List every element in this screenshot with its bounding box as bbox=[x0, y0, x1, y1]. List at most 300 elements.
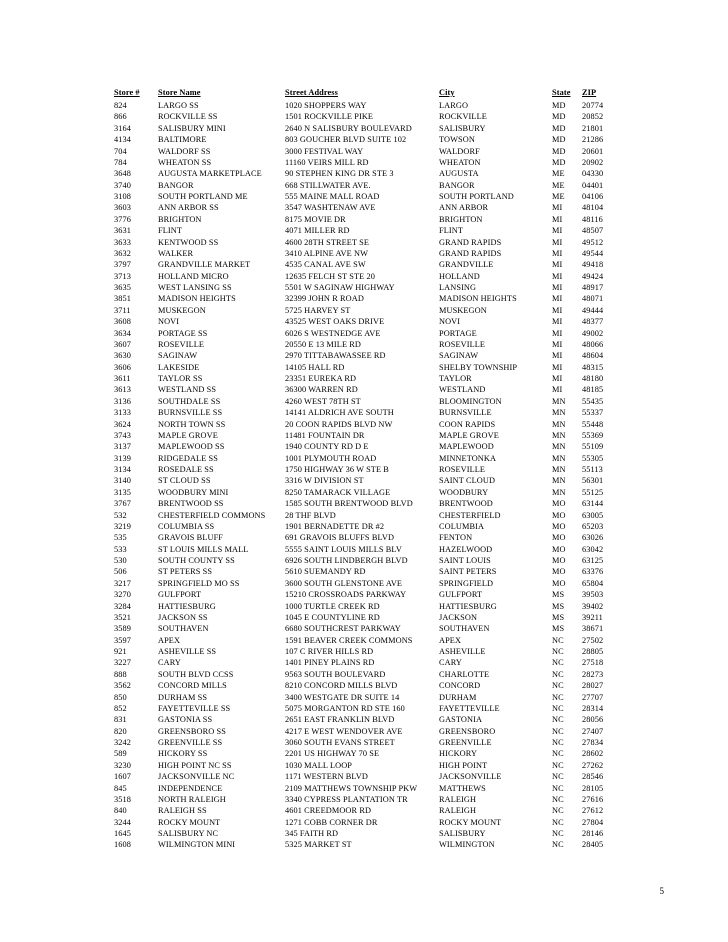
cell-store-name: WALDORF SS bbox=[158, 146, 211, 156]
cell-city: CHARLOTTE bbox=[439, 669, 490, 679]
cell-street-address: 1750 HIGHWAY 36 W STE B bbox=[285, 465, 389, 474]
cell-city: BRIGHTON bbox=[439, 214, 483, 224]
cell-street-address: 20 COON RAPIDS BLVD NW bbox=[285, 419, 393, 429]
cell-state: MI bbox=[552, 317, 563, 327]
cell-state: MI bbox=[552, 214, 563, 224]
cell-zip: 27407 bbox=[582, 726, 604, 736]
cell-state: MO bbox=[552, 556, 566, 565]
cell-city: CARY bbox=[439, 658, 462, 668]
cell-city: WALDORF bbox=[439, 146, 480, 156]
cell-zip: 55125 bbox=[582, 487, 604, 497]
cell-city: WOODBURY bbox=[439, 487, 489, 497]
table-row bbox=[114, 657, 614, 668]
cell-state: NC bbox=[552, 794, 564, 804]
cell-store-name: GASTONIA SS bbox=[158, 715, 213, 725]
table-row bbox=[114, 441, 614, 452]
cell-zip: 28146 bbox=[582, 829, 604, 838]
cell-zip: 48377 bbox=[582, 317, 604, 327]
cell-store-number: 3242 bbox=[114, 738, 131, 747]
cell-street-address: 5555 SAINT LOUIS MILLS BLV bbox=[285, 544, 402, 554]
cell-street-address: 4535 CANAL AVE SW bbox=[285, 260, 366, 270]
cell-zip: 04330 bbox=[582, 169, 604, 179]
cell-store-name: PORTAGE SS bbox=[158, 328, 208, 338]
cell-store-name: BRENTWOOD SS bbox=[158, 499, 224, 509]
cell-store-number: 3139 bbox=[114, 453, 131, 463]
cell-zip: 48116 bbox=[582, 214, 603, 224]
cell-city: SPRINGFIELD bbox=[439, 578, 494, 588]
cell-store-number: 3648 bbox=[114, 169, 131, 179]
cell-store-name: RIDGEDALE SS bbox=[158, 453, 218, 463]
cell-store-number: 3743 bbox=[114, 430, 131, 440]
cell-state: MI bbox=[552, 237, 563, 247]
cell-store-number: 852 bbox=[114, 703, 127, 713]
cell-street-address: 2970 TITTABAWASSEE RD bbox=[285, 351, 386, 361]
cell-street-address: 2640 N SALISBURY BOULEVARD bbox=[285, 123, 412, 133]
cell-store-number: 3562 bbox=[114, 681, 131, 691]
cell-zip: 20774 bbox=[582, 101, 604, 110]
cell-street-address: 2651 EAST FRANKLIN BLVD bbox=[285, 715, 395, 725]
cell-city: HAZELWOOD bbox=[439, 544, 493, 554]
cell-state: NC bbox=[552, 692, 564, 702]
table-row bbox=[114, 191, 614, 202]
cell-zip: 04401 bbox=[582, 180, 604, 190]
cell-state: NC bbox=[552, 715, 564, 725]
cell-store-name: ROSEVILLE bbox=[158, 339, 205, 349]
table-row bbox=[114, 134, 614, 145]
table-row bbox=[114, 817, 614, 828]
cell-store-name: CONCORD MILLS bbox=[158, 681, 227, 691]
cell-zip: 49418 bbox=[582, 260, 604, 270]
cell-store-number: 3219 bbox=[114, 521, 131, 531]
cell-store-name: CARY bbox=[158, 658, 181, 668]
cell-state: MN bbox=[552, 430, 566, 440]
cell-zip: 48180 bbox=[582, 374, 604, 383]
cell-zip: 65804 bbox=[582, 578, 604, 588]
cell-zip: 48104 bbox=[582, 203, 604, 213]
table-row bbox=[114, 305, 614, 316]
table-row bbox=[114, 487, 614, 498]
cell-street-address: 14141 ALDRICH AVE SOUTH bbox=[285, 408, 394, 418]
cell-street-address: 1271 COBB CORNER DR bbox=[285, 817, 378, 827]
cell-city: MATTHEWS bbox=[439, 783, 486, 793]
cell-street-address: 5725 HARVEY ST bbox=[285, 305, 351, 315]
cell-street-address: 6680 SOUTHCREST PARKWAY bbox=[285, 624, 401, 634]
cell-state: NC bbox=[552, 738, 564, 747]
cell-city: HIGH POINT bbox=[439, 760, 488, 770]
cell-city: ROCKY MOUNT bbox=[439, 817, 502, 827]
cell-zip: 27612 bbox=[582, 806, 604, 816]
cell-city: BLOOMINGTON bbox=[439, 396, 502, 406]
table-row bbox=[114, 828, 614, 839]
cell-street-address: 12635 FELCH ST STE 20 bbox=[285, 271, 375, 281]
table-row bbox=[114, 612, 614, 623]
table-row bbox=[114, 157, 614, 168]
cell-state: NC bbox=[552, 635, 564, 645]
cell-zip: 27707 bbox=[582, 692, 604, 702]
cell-store-number: 3597 bbox=[114, 635, 131, 645]
cell-store-name: MAPLEWOOD SS bbox=[158, 442, 225, 452]
cell-street-address: 1401 PINEY PLAINS RD bbox=[285, 658, 375, 668]
cell-state: MO bbox=[552, 578, 566, 588]
cell-city: GASTONIA bbox=[439, 715, 483, 725]
cell-street-address: 4260 WEST 78TH ST bbox=[285, 396, 361, 406]
cell-store-number: 866 bbox=[114, 112, 127, 122]
table-row bbox=[114, 282, 614, 293]
cell-store-name: SPRINGFIELD MO SS bbox=[158, 578, 240, 588]
cell-zip: 55109 bbox=[582, 442, 604, 452]
cell-state: NC bbox=[552, 647, 564, 656]
cell-city: FENTON bbox=[439, 533, 473, 543]
cell-city: HOLLAND bbox=[439, 271, 480, 281]
cell-store-name: TAYLOR SS bbox=[158, 374, 203, 383]
cell-city: MAPLE GROVE bbox=[439, 430, 499, 440]
cell-store-number: 589 bbox=[114, 749, 127, 759]
cell-store-name: WEST LANSING SS bbox=[158, 283, 232, 292]
cell-city: AUGUSTA bbox=[439, 169, 479, 179]
cell-store-name: INDEPENDENCE bbox=[158, 783, 223, 793]
cell-zip: 55435 bbox=[582, 396, 604, 406]
cell-city: GRAND RAPIDS bbox=[439, 237, 502, 247]
cell-state: MI bbox=[552, 294, 563, 304]
cell-street-address: 8210 CONCORD MILLS BLVD bbox=[285, 681, 398, 691]
cell-store-number: 704 bbox=[114, 146, 127, 156]
cell-zip: 21801 bbox=[582, 123, 604, 133]
cell-city: SALISBURY bbox=[439, 829, 486, 838]
cell-city: SOUTH PORTLAND bbox=[439, 192, 514, 201]
cell-state: NC bbox=[552, 669, 564, 679]
cell-city: SALISBURY bbox=[439, 123, 486, 133]
table-row bbox=[114, 783, 614, 794]
cell-state: MN bbox=[552, 408, 566, 418]
cell-store-name: NORTH TOWN SS bbox=[158, 419, 226, 429]
table-row bbox=[114, 293, 614, 304]
cell-city: GREENVILLE bbox=[439, 738, 492, 747]
cell-street-address: 1591 BEAVER CREEK COMMONS bbox=[285, 635, 413, 645]
cell-city: WHEATON bbox=[439, 157, 481, 167]
cell-state: MN bbox=[552, 453, 566, 463]
table-row bbox=[114, 475, 614, 486]
cell-store-name: MUSKEGON bbox=[158, 305, 206, 315]
cell-street-address: 4071 MILLER RD bbox=[285, 226, 350, 236]
cell-store-number: 3244 bbox=[114, 817, 131, 827]
cell-zip: 28805 bbox=[582, 647, 604, 656]
table-row bbox=[114, 714, 614, 725]
cell-street-address: 3400 WESTGATE DR SUITE 14 bbox=[285, 692, 400, 702]
cell-store-name: WALKER bbox=[158, 248, 194, 258]
cell-street-address: 1000 TURTLE CREEK RD bbox=[285, 601, 380, 611]
cell-state: NC bbox=[552, 817, 564, 827]
cell-store-number: 1607 bbox=[114, 772, 131, 782]
cell-city: ROCKVILLE bbox=[439, 112, 487, 122]
cell-zip: 28405 bbox=[582, 840, 604, 850]
cell-store-number: 3740 bbox=[114, 180, 131, 190]
cell-zip: 39402 bbox=[582, 601, 604, 611]
cell-zip: 27502 bbox=[582, 635, 604, 645]
cell-city: TAYLOR bbox=[439, 374, 472, 383]
cell-store-number: 3711 bbox=[114, 305, 131, 315]
cell-street-address: 2201 US HIGHWAY 70 SE bbox=[285, 749, 380, 759]
cell-zip: 56301 bbox=[582, 476, 604, 486]
cell-zip: 63125 bbox=[582, 556, 604, 565]
cell-store-name: GRANDVILLE MARKET bbox=[158, 260, 251, 270]
cell-street-address: 1940 COUNTY RD D E bbox=[285, 442, 369, 452]
cell-street-address: 4600 28TH STREET SE bbox=[285, 237, 370, 247]
cell-store-number: 3635 bbox=[114, 283, 131, 292]
cell-store-name: RALEIGH SS bbox=[158, 806, 207, 816]
table-row bbox=[114, 566, 614, 577]
cell-store-number: 3270 bbox=[114, 590, 131, 600]
cell-store-number: 1608 bbox=[114, 840, 131, 850]
cell-store-number: 820 bbox=[114, 726, 127, 736]
cell-store-number: 845 bbox=[114, 783, 127, 793]
cell-store-number: 3624 bbox=[114, 419, 131, 429]
cell-store-number: 3630 bbox=[114, 351, 131, 361]
cell-store-name: NORTH RALEIGH bbox=[158, 794, 226, 804]
cell-state: NC bbox=[552, 829, 564, 838]
table-row bbox=[114, 396, 614, 407]
table-row bbox=[114, 464, 614, 475]
header-street-address: Street Address bbox=[285, 88, 338, 97]
cell-store-number: 3603 bbox=[114, 203, 131, 213]
table-row bbox=[114, 419, 614, 430]
cell-street-address: 8175 MOVIE DR bbox=[285, 214, 346, 224]
cell-store-number: 3137 bbox=[114, 442, 131, 452]
cell-zip: 49544 bbox=[582, 248, 604, 258]
cell-street-address: 1171 WESTERN BLVD bbox=[285, 772, 368, 782]
cell-city: MAPLEWOOD bbox=[439, 442, 494, 452]
cell-store-number: 506 bbox=[114, 567, 127, 577]
cell-zip: 48066 bbox=[582, 339, 604, 349]
cell-street-address: 5075 MORGANTON RD STE 160 bbox=[285, 703, 405, 713]
cell-street-address: 15210 CROSSROADS PARKWAY bbox=[285, 590, 407, 600]
cell-zip: 27518 bbox=[582, 658, 604, 668]
cell-zip: 55369 bbox=[582, 430, 604, 440]
cell-zip: 63026 bbox=[582, 533, 604, 543]
cell-street-address: 8250 TAMARACK VILLAGE bbox=[285, 487, 391, 497]
cell-store-number: 3108 bbox=[114, 192, 131, 201]
table-row bbox=[114, 578, 614, 589]
cell-zip: 49002 bbox=[582, 328, 604, 338]
cell-city: JACKSON bbox=[439, 612, 478, 622]
cell-store-name: LAKESIDE bbox=[158, 362, 200, 372]
cell-zip: 04106 bbox=[582, 192, 604, 201]
cell-store-name: HOLLAND MICRO bbox=[158, 271, 229, 281]
cell-store-number: 3797 bbox=[114, 260, 131, 270]
cell-store-name: GRAVOIS BLUFF bbox=[158, 533, 224, 543]
cell-zip: 49512 bbox=[582, 237, 604, 247]
cell-zip: 55305 bbox=[582, 453, 604, 463]
cell-city: BURNSVILLE bbox=[439, 408, 492, 418]
table-row bbox=[114, 794, 614, 805]
cell-city: MINNETONKA bbox=[439, 453, 497, 463]
cell-store-number: 3632 bbox=[114, 248, 131, 258]
cell-state: MN bbox=[552, 419, 566, 429]
cell-store-number: 3776 bbox=[114, 214, 131, 224]
cell-street-address: 3000 FESTIVAL WAY bbox=[285, 146, 364, 156]
table-row bbox=[114, 623, 614, 634]
cell-store-name: BURNSVILLE SS bbox=[158, 408, 223, 418]
cell-store-number: 3606 bbox=[114, 362, 131, 372]
table-row bbox=[114, 532, 614, 543]
table-row bbox=[114, 225, 614, 236]
cell-zip: 49424 bbox=[582, 271, 604, 281]
cell-zip: 28027 bbox=[582, 681, 604, 691]
cell-state: MS bbox=[552, 590, 565, 600]
table-row bbox=[114, 737, 614, 748]
header-zip: ZIP bbox=[582, 88, 597, 97]
cell-zip: 55448 bbox=[582, 419, 604, 429]
header-store-name: Store Name bbox=[158, 88, 201, 97]
cell-store-name: DURHAM SS bbox=[158, 692, 208, 702]
cell-zip: 48315 bbox=[582, 362, 604, 372]
cell-store-number: 3631 bbox=[114, 226, 131, 236]
cell-state: NC bbox=[552, 749, 564, 759]
cell-state: MI bbox=[552, 328, 563, 338]
cell-street-address: 1001 PLYMOUTH ROAD bbox=[285, 453, 377, 463]
cell-street-address: 691 GRAVOIS BLUFFS BLVD bbox=[285, 533, 395, 543]
table-row bbox=[114, 202, 614, 213]
cell-state: MI bbox=[552, 248, 563, 258]
table-row bbox=[114, 214, 614, 225]
cell-store-name: WILMINGTON MINI bbox=[158, 840, 236, 850]
cell-store-number: 3230 bbox=[114, 760, 131, 770]
cell-store-name: COLUMBIA SS bbox=[158, 521, 215, 531]
cell-store-name: SOUTH BLVD CCSS bbox=[158, 669, 234, 679]
table-row bbox=[114, 805, 614, 816]
cell-store-number: 535 bbox=[114, 533, 127, 543]
cell-zip: 55113 bbox=[582, 465, 603, 474]
cell-store-name: MAPLE GROVE bbox=[158, 430, 218, 440]
cell-state: MN bbox=[552, 442, 566, 452]
cell-street-address: 23351 EUREKA RD bbox=[285, 374, 357, 383]
cell-store-name: GREENSBORO SS bbox=[158, 726, 226, 736]
table-row bbox=[114, 646, 614, 657]
cell-city: LARGO bbox=[439, 101, 469, 110]
cell-store-name: ASHEVILLE SS bbox=[158, 647, 217, 656]
cell-store-name: CHESTERFIELD COMMONS bbox=[158, 510, 266, 520]
cell-state: NC bbox=[552, 681, 564, 691]
cell-store-number: 532 bbox=[114, 510, 127, 520]
cell-store-number: 3611 bbox=[114, 374, 131, 383]
cell-street-address: 28 THF BLVD bbox=[285, 510, 336, 520]
cell-state: MI bbox=[552, 305, 563, 315]
cell-state: NC bbox=[552, 772, 564, 782]
cell-city: MUSKEGON bbox=[439, 305, 487, 315]
cell-store-number: 3767 bbox=[114, 499, 131, 509]
cell-store-name: SAGINAW bbox=[158, 351, 198, 361]
cell-state: MI bbox=[552, 203, 563, 213]
table-row bbox=[114, 748, 614, 759]
cell-store-number: 784 bbox=[114, 157, 127, 167]
cell-store-number: 3634 bbox=[114, 328, 131, 338]
cell-street-address: 1045 E COUNTYLINE RD bbox=[285, 612, 380, 622]
cell-store-number: 1645 bbox=[114, 829, 131, 838]
table-row bbox=[114, 328, 614, 339]
cell-street-address: 345 FAITH RD bbox=[285, 829, 339, 838]
cell-store-name: BANGOR bbox=[158, 180, 194, 190]
cell-state: MS bbox=[552, 624, 565, 634]
cell-zip: 48917 bbox=[582, 283, 604, 292]
table-row bbox=[114, 111, 614, 122]
cell-state: MN bbox=[552, 465, 566, 474]
cell-store-name: JACKSONVILLE NC bbox=[158, 772, 235, 782]
cell-store-name: AUGUSTA MARKETPLACE bbox=[158, 169, 262, 179]
cell-store-number: 3284 bbox=[114, 601, 131, 611]
cell-store-number: 3133 bbox=[114, 408, 131, 418]
cell-state: NC bbox=[552, 840, 564, 850]
cell-store-name: SALISBURY MINI bbox=[158, 123, 226, 133]
cell-street-address: 668 STILLWATER AVE. bbox=[285, 180, 371, 190]
cell-city: SAINT LOUIS bbox=[439, 556, 491, 565]
cell-store-number: 3613 bbox=[114, 385, 131, 395]
cell-city: COON RAPIDS bbox=[439, 419, 496, 429]
table-row bbox=[114, 100, 614, 111]
cell-zip: 39211 bbox=[582, 612, 603, 622]
cell-city: MADISON HEIGHTS bbox=[439, 294, 517, 304]
cell-store-number: 840 bbox=[114, 806, 127, 816]
cell-street-address: 803 GOUCHER BLVD SUITE 102 bbox=[285, 135, 407, 145]
cell-zip: 20601 bbox=[582, 146, 604, 156]
cell-store-name: HICKORY SS bbox=[158, 749, 208, 759]
cell-store-number: 3217 bbox=[114, 578, 131, 588]
cell-state: MO bbox=[552, 499, 566, 509]
cell-city: HICKORY bbox=[439, 749, 478, 759]
cell-zip: 48185 bbox=[582, 385, 604, 395]
cell-zip: 48507 bbox=[582, 226, 604, 236]
cell-zip: 63376 bbox=[582, 567, 604, 577]
cell-city: RALEIGH bbox=[439, 806, 477, 816]
cell-zip: 38671 bbox=[582, 624, 604, 634]
cell-store-number: 3140 bbox=[114, 476, 131, 486]
cell-street-address: 3410 ALPINE AVE NW bbox=[285, 248, 369, 258]
table-row bbox=[114, 589, 614, 600]
table-row bbox=[114, 350, 614, 361]
header-store-number: Store # bbox=[114, 88, 140, 97]
cell-state: MI bbox=[552, 385, 563, 395]
cell-store-name: BALTIMORE bbox=[158, 135, 207, 145]
cell-store-name: ANN ARBOR SS bbox=[158, 203, 219, 213]
cell-city: JACKSONVILLE bbox=[439, 772, 502, 782]
header-state: State bbox=[552, 88, 571, 97]
cell-street-address: 3547 WASHTENAW AVE bbox=[285, 203, 376, 213]
page-number: 5 bbox=[659, 886, 664, 896]
cell-store-name: BRIGHTON bbox=[158, 214, 202, 224]
cell-street-address: 1030 MALL LOOP bbox=[285, 760, 353, 770]
cell-zip: 65203 bbox=[582, 521, 604, 531]
cell-state: MN bbox=[552, 476, 566, 486]
cell-city: RALEIGH bbox=[439, 794, 477, 804]
cell-street-address: 14105 HALL RD bbox=[285, 362, 345, 372]
cell-city: GREENSBORO bbox=[439, 726, 496, 736]
cell-city: SHELBY TOWNSHIP bbox=[439, 362, 518, 372]
cell-city: TOWSON bbox=[439, 135, 475, 145]
table-row bbox=[114, 362, 614, 373]
cell-store-number: 850 bbox=[114, 692, 127, 702]
cell-store-name: HATTIESBURG bbox=[158, 601, 216, 611]
cell-zip: 48071 bbox=[582, 294, 604, 304]
cell-store-number: 3589 bbox=[114, 624, 131, 634]
cell-zip: 28056 bbox=[582, 715, 604, 725]
cell-city: BRENTWOOD bbox=[439, 499, 493, 509]
cell-city: ROSEVILLE bbox=[439, 339, 486, 349]
cell-city: LANSING bbox=[439, 283, 477, 292]
cell-store-name: WESTLAND SS bbox=[158, 385, 217, 395]
table-header-row bbox=[114, 87, 614, 100]
cell-zip: 48604 bbox=[582, 351, 604, 361]
cell-zip: 27834 bbox=[582, 738, 604, 747]
cell-city: FAYETTEVILLE bbox=[439, 703, 500, 713]
cell-state: NC bbox=[552, 783, 564, 793]
